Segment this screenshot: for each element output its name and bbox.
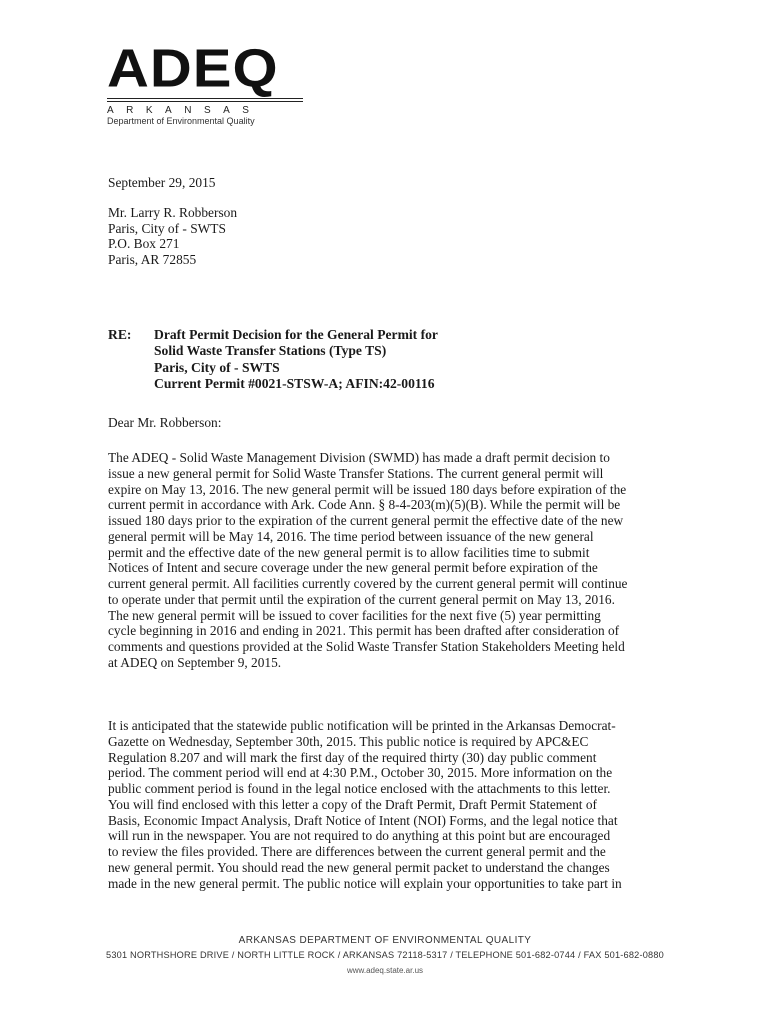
paragraph-line: general permit will be May 14, 2016. The time period between issuance of the new general [108,528,594,544]
adeq-logo [107,38,317,126]
re-line: Draft Permit Decision for the General Permit for [154,327,438,342]
paragraph-line: period. The comment period will end at 4:30 P.M., October 30, 2015. More information on the [108,765,613,781]
salutation: Dear Mr. Robberson: [108,415,222,430]
paragraph-line: to operate under that permit until the expiration of the current general permit on May 13, 2016. [108,591,615,607]
paragraph-line: Gazette on Wednesday, September 30th, 2015. This public notice is required by APC&EC [108,733,589,749]
recipient-line: Paris, City of - SWTS [108,220,226,236]
paragraph-line: to review the files provided. There are differences between the current general permit and the [108,844,606,859]
logo-state-name: ARKANSAS [107,105,262,116]
paragraph-public-notice [108,718,698,891]
paragraph-line: The new general permit will be issued to cover facilities for the next five (5) year permitting [108,607,601,623]
re-line: Solid Waste Transfer Stations (Type TS) [154,343,387,359]
paragraph-line: expire on May 13, 2016. The new general permit will be issued 180 days before expiration of the [108,481,627,497]
paragraph-line: issue a new general permit for Solid Waste Transfer Stations. The current general permit will [108,465,604,481]
re-label: RE: [108,327,132,342]
paragraph-line: at ADEQ on September 9, 2015. [108,654,282,670]
paragraph-line: will run in the newspaper. You are not required to do anything at this point but are encouraged [108,828,611,844]
re-line: Paris, City of - SWTS [154,359,280,375]
footer-address: 5301 NORTHSHORE DRIVE / NORTH LITTLE ROCK / ARKANSAS 72118-5317 / TELEPHONE 501-682-0744 / FAX 501-682-0880 [106,950,664,960]
paragraph-line: Regulation 8.207 and will mark the first day of the required thirty (30) day public comment [108,749,597,765]
paragraph-draft-permit [108,450,698,671]
paragraph-line: permit and the effective date of the new general permit is to allow facilities time to submit [108,544,590,560]
re-line: Current Permit #0021-STSW-A; AFIN:42-00116 [154,375,435,391]
logo-wordmark: ADEQ [107,38,279,99]
paragraph-line: The ADEQ - Solid Waste Management Division (SWMD) has made a draft permit decision to [108,450,610,465]
paragraph-line: made in the new general permit. The public notice will explain your opportunities to take part in [108,875,622,891]
logo-rules [107,98,303,102]
footer-department: ARKANSAS DEPARTMENT OF ENVIRONMENTAL QUALITY [238,935,532,946]
paragraph-line: issued 180 days prior to the expiration of the current general permit the effective date of the new [108,513,624,528]
paragraph-line: current permit in accordance with Ark. Code Ann. § 8-4-203(m)(5)(B). While the permit will be [108,497,621,513]
recipient-line: P.O. Box 271 [108,236,180,251]
letter-date: September 29, 2015 [108,175,216,190]
paragraph-line: You will find enclosed with this letter a copy of the Draft Permit, Draft Permit Statement of [108,796,597,812]
paragraph-line: It is anticipated that the statewide public notification will be printed in the Arkansas Democrat- [108,718,616,733]
recipient-address [108,205,237,267]
footer-website: www.adeq.state.ar.us [346,966,424,975]
re-subject [154,327,438,392]
paragraph-line: current general permit. All facilities currently covered by the current general permit will continue [108,576,628,591]
recipient-line: Paris, AR 72855 [108,251,197,267]
recipient-line: Mr. Larry R. Robberson [108,205,238,220]
logo-department: Department of Environmental Quality [107,116,255,126]
paragraph-line: Basis, Economic Impact Analysis, Draft Notice of Intent (NOI) Forms, and the legal notice that [108,812,618,828]
paragraph-line: public comment period is found in the legal notice enclosed with the attachments to this letter. [108,781,611,796]
paragraph-line: Notices of Intent and secure coverage under the new general permit before expiration of the [108,560,598,576]
paragraph-line: comments and questions provided at the Solid Waste Transfer Station Stakeholders Meeting held [108,639,625,654]
paragraph-line: new general permit. You should read the new general permit packet to understand the changes [108,859,610,875]
paragraph-line: cycle beginning in 2016 and ending in 2021. This permit has been drafted after consideration of [108,623,620,639]
